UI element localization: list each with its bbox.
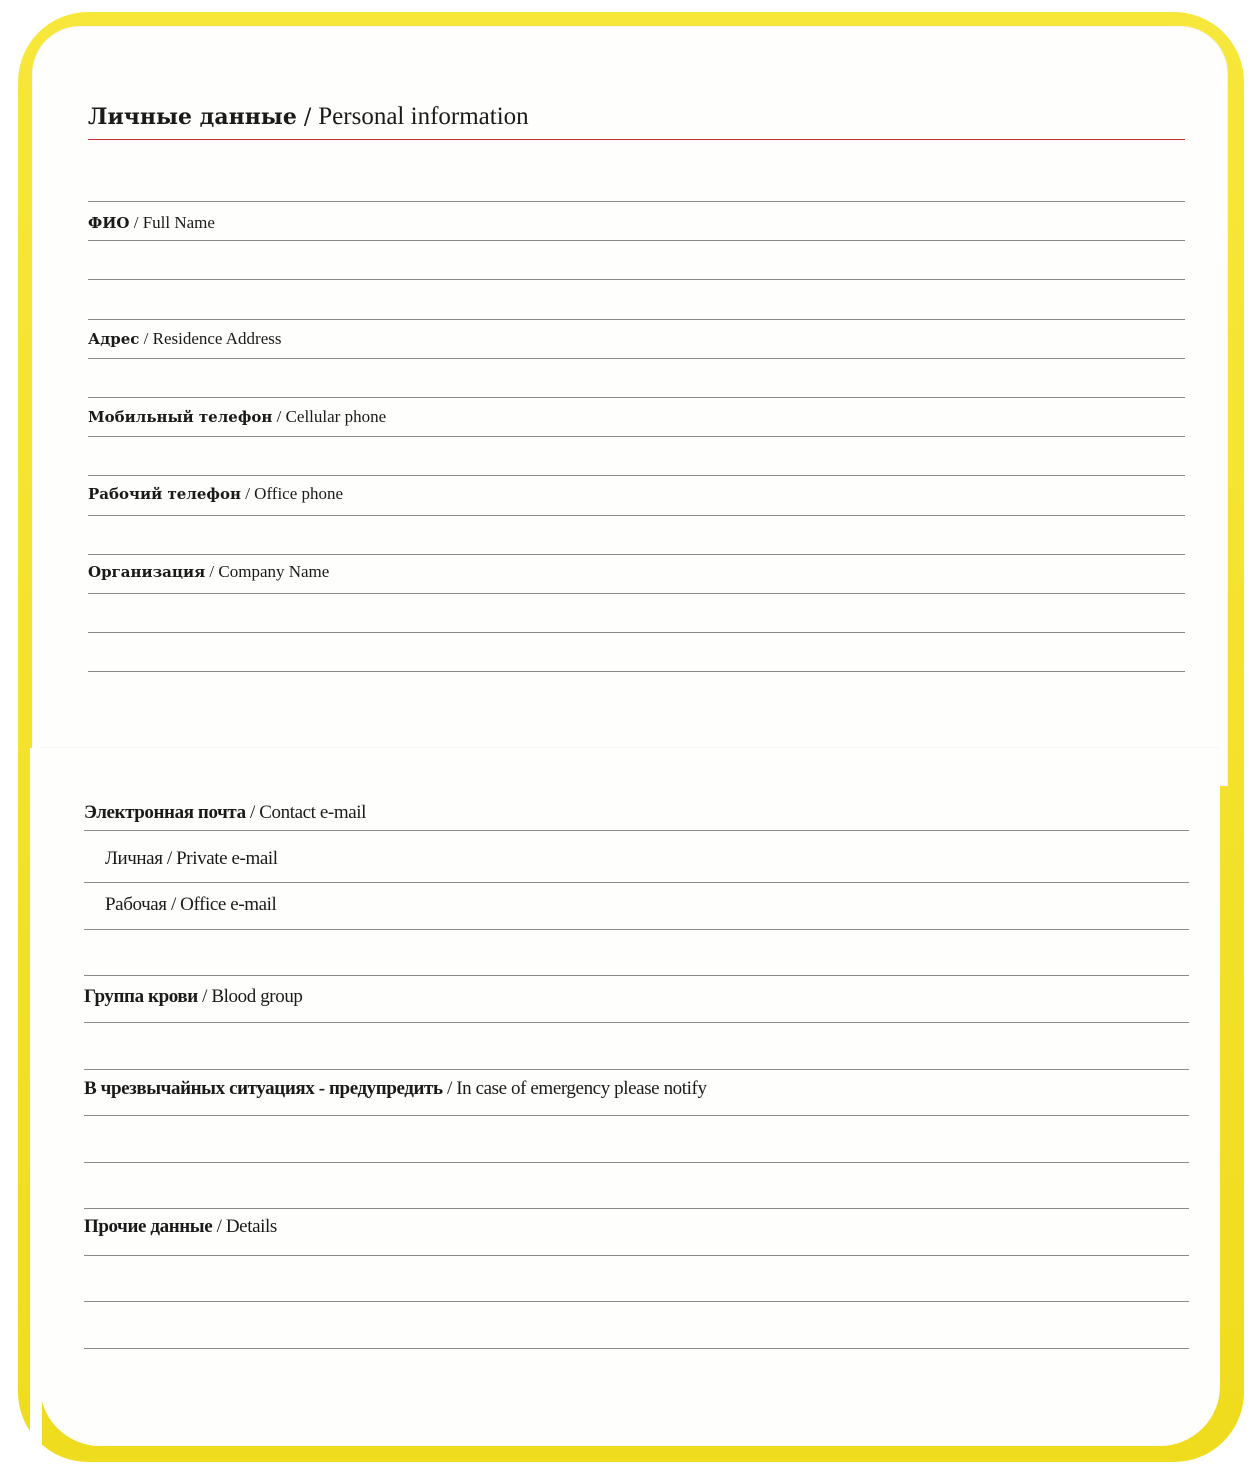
work-phone-label-ru: Рабочий телефон bbox=[88, 485, 241, 503]
email-label bbox=[84, 803, 366, 822]
ruled-line bbox=[88, 554, 1185, 555]
address-label-en: / Residence Address bbox=[139, 329, 282, 348]
ruled-line bbox=[84, 1255, 1189, 1256]
top-page bbox=[32, 26, 1228, 786]
ruled-line bbox=[84, 975, 1189, 976]
ruled-line bbox=[88, 358, 1185, 359]
blood-group-label bbox=[84, 987, 303, 1006]
page-title-ru: Личные данные bbox=[88, 104, 297, 130]
details-label-en: / Details bbox=[212, 1216, 277, 1237]
emergency-label-ru: В чрезвычайных ситуациях - предупредить bbox=[84, 1078, 443, 1099]
ruled-line bbox=[88, 436, 1185, 437]
ruled-line bbox=[88, 319, 1185, 320]
ruled-line bbox=[88, 593, 1185, 594]
ruled-line bbox=[84, 1348, 1189, 1349]
ruled-line bbox=[88, 397, 1185, 398]
private-email-label: Личная / Private e-mail bbox=[105, 848, 278, 869]
address-label bbox=[88, 330, 282, 347]
emergency-label bbox=[84, 1079, 707, 1098]
details-label-ru: Прочие данные bbox=[84, 1216, 213, 1237]
work-phone-label-en: / Office phone bbox=[240, 484, 344, 503]
ruled-line bbox=[84, 1162, 1189, 1163]
ruled-line bbox=[88, 279, 1185, 280]
mobile-phone-label-en: / Cellular phone bbox=[272, 407, 387, 426]
page-title bbox=[88, 104, 529, 129]
email-label-ru: Электронная почта bbox=[84, 802, 246, 823]
mobile-phone-label bbox=[88, 408, 386, 425]
blood-group-label-en: / Blood group bbox=[197, 986, 303, 1007]
emergency-label-en: / In case of emergency please notify bbox=[442, 1078, 707, 1099]
page-title-separator: / bbox=[296, 105, 319, 130]
ruled-line bbox=[88, 671, 1185, 672]
organization-label bbox=[88, 563, 329, 580]
ruled-line bbox=[84, 882, 1189, 883]
details-label bbox=[84, 1217, 277, 1236]
ruled-line bbox=[84, 830, 1189, 831]
page-title-en: Personal information bbox=[318, 103, 529, 130]
ruled-line bbox=[84, 1208, 1189, 1209]
blood-group-label-ru: Группа крови bbox=[84, 986, 198, 1007]
full-name-label-ru: ФИО bbox=[88, 214, 130, 232]
full-name-label-en: / Full Name bbox=[129, 213, 215, 232]
ruled-line bbox=[88, 515, 1185, 516]
full-name-label bbox=[88, 214, 215, 231]
work-phone-label bbox=[88, 485, 343, 502]
title-underline bbox=[88, 139, 1185, 140]
ruled-line bbox=[84, 1301, 1189, 1302]
ruled-line bbox=[84, 1115, 1189, 1116]
ruled-line bbox=[84, 1069, 1189, 1070]
organization-label-en: / Company Name bbox=[205, 562, 330, 581]
email-label-en: / Contact e-mail bbox=[245, 802, 367, 823]
ruled-line bbox=[84, 1022, 1189, 1023]
address-label-ru: Адрес bbox=[88, 330, 140, 348]
ruled-line bbox=[84, 929, 1189, 930]
ruled-line bbox=[88, 201, 1185, 202]
office-email-label: Рабочая / Office e-mail bbox=[105, 894, 277, 915]
ruled-line bbox=[88, 240, 1185, 241]
mobile-phone-label-ru: Мобильный телефон bbox=[88, 408, 273, 426]
organization-label-ru: Организация bbox=[88, 563, 206, 581]
ruled-line bbox=[88, 632, 1185, 633]
ruled-line bbox=[88, 475, 1185, 476]
